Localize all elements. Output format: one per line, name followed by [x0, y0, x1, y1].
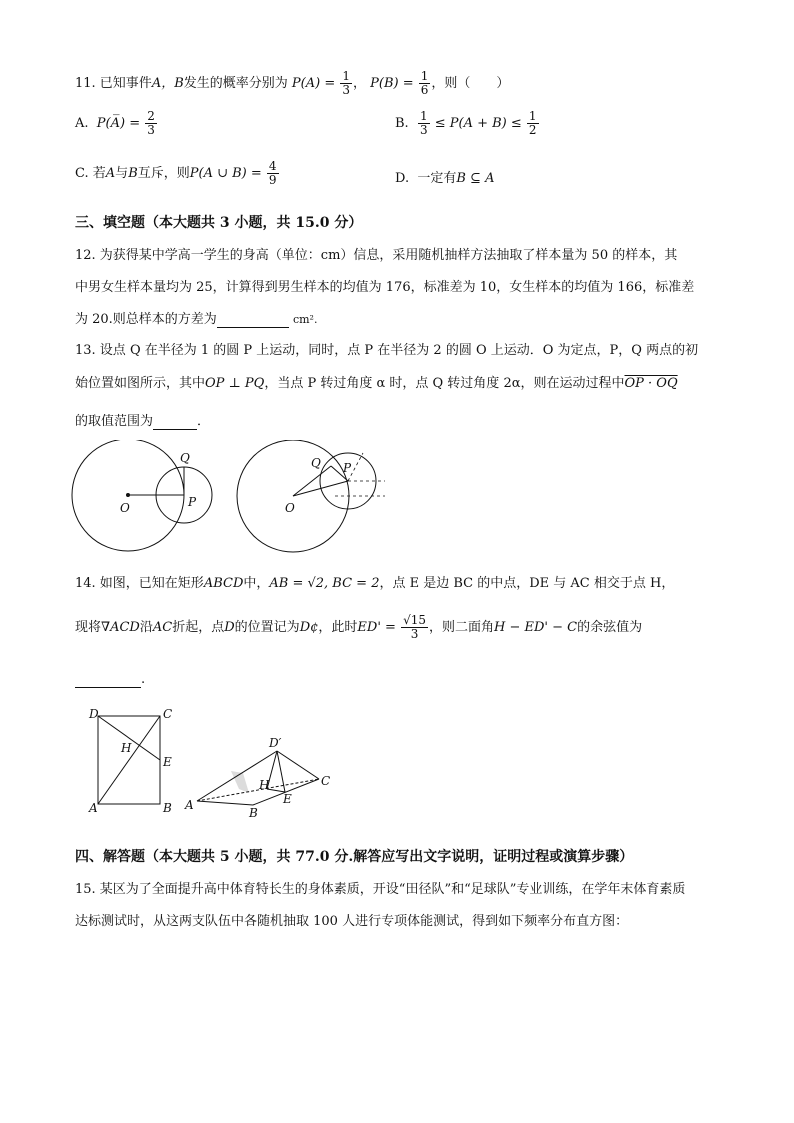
- q13-figure-2: [235, 440, 395, 556]
- q14-line-2-mid4: ，此时: [318, 620, 358, 635]
- q11-events: A，B: [151, 76, 184, 91]
- q14-line-2-post: ，则二面角: [428, 620, 494, 635]
- q11-sep: ，: [353, 76, 367, 91]
- option-a-label: A.: [75, 116, 89, 131]
- label-a: A: [89, 801, 98, 815]
- q13-figure-1: [70, 440, 220, 556]
- label-q: Q: [180, 451, 190, 465]
- q14-line-2-end: 的余弦值为: [577, 620, 643, 635]
- option-c-label: C.: [75, 166, 89, 181]
- label-h: H: [259, 778, 270, 792]
- label-b: B: [249, 806, 258, 820]
- q11-stem: [75, 70, 509, 97]
- label-o: O: [285, 501, 295, 515]
- q14-triangle: ∇ACD: [101, 620, 140, 635]
- option-d-text: 一定有: [417, 171, 457, 186]
- diagonal-ac: [98, 716, 160, 804]
- q14-dihedral: H − ED' − C: [494, 620, 578, 635]
- q12-answer-blank[interactable]: [217, 312, 289, 328]
- q13-line-1: 13. 设点 Q 在半径为 1 的圆 P 上运动，同时，点 P 在半径为 2 的圆 O 上运动．O 为定点，P，Q 两点的初: [75, 343, 699, 358]
- q11-pA-lhs: P(A) =: [291, 76, 336, 91]
- option-b-label: B.: [395, 116, 409, 131]
- q14-figure-2: [183, 733, 333, 821]
- label-e: E: [283, 792, 292, 806]
- label-p: P: [343, 461, 352, 475]
- q14-line-2-mid2: 折起，点: [172, 620, 225, 635]
- label-o: O: [120, 501, 130, 515]
- q13-line-3-end: ．: [197, 414, 211, 429]
- q14-ed-lhs: ED' =: [357, 620, 396, 635]
- q12-line-3: [75, 308, 317, 328]
- q13-condition: OP ⊥ PQ: [205, 376, 265, 391]
- q14-answer-blank[interactable]: [75, 672, 141, 688]
- q11-stem-mid: 发生的概率分别为: [183, 76, 288, 91]
- edge-ab: [197, 801, 253, 805]
- q11-pB-frac: $\frac{1}{6}$: [420, 69, 429, 97]
- q13-line-2-mid: ，当点 P 转过角度 α 时，点 Q 转过角度 2α，则在运动过程中: [264, 376, 625, 391]
- option-b-mid: ≤ P(A + B) ≤: [434, 116, 522, 131]
- q14-ac: AC: [152, 620, 173, 635]
- edge-cd: [277, 751, 319, 779]
- q13-dot-product: OP · OQ: [624, 376, 678, 391]
- option-c-frac: $\frac{4}{9}$: [268, 159, 277, 187]
- label-d: D: [89, 707, 99, 721]
- section-4-title: 四、解答题（本大题共 5 小题，共 77.0 分.解答应写出文字说明，证明过程或演算步骤）: [75, 849, 634, 865]
- q14-line-1-post: ，点 E 是边 BC 的中点，DE 与 AC 相交于点 H，: [379, 576, 675, 591]
- q11-pB-lhs: P(B) =: [370, 76, 414, 91]
- segment-oq: [293, 466, 331, 496]
- q14-rect: ABCD: [203, 576, 244, 591]
- q11-stem-pre: 11. 已知事件: [75, 76, 152, 91]
- q11-option-d: [395, 167, 494, 186]
- option-b-left-frac: $\frac{1}{3}$: [419, 109, 428, 137]
- q14-line-1-pre: 14. 如图，已知在矩形: [75, 576, 204, 591]
- q12-line-2: 中男女生样本量均为 25，计算得到男生样本的均值为 176，标准差为 10，女生样本的均值为 166，标准差: [75, 280, 695, 295]
- option-d-expr: B ⊆ A: [456, 171, 495, 186]
- q11-option-b: [395, 110, 540, 137]
- q13-answer-blank[interactable]: [153, 414, 197, 430]
- option-c-expr: P(A ∪ B) =: [189, 166, 262, 181]
- q14-d: D: [224, 620, 235, 635]
- section-3-title: 三、填空题（本大题共 3 小题，共 15.0 分）: [75, 215, 363, 231]
- option-a-lhs: P(A̅) =: [96, 116, 141, 131]
- q14-dprime: D¢: [299, 620, 319, 635]
- q13-line-2: [75, 372, 678, 391]
- q13-line-2-pre: 始位置如图所示，其中: [75, 376, 206, 391]
- label-a: A: [185, 798, 194, 812]
- q12-unit: cm².: [292, 313, 318, 326]
- label-c: C: [321, 774, 331, 788]
- q13-line-3-text: 的取值范围为: [75, 414, 154, 429]
- label-dprime: D′: [269, 736, 282, 750]
- q13-line-3: [75, 410, 210, 430]
- label-c: C: [163, 707, 173, 721]
- q11-option-c: [75, 160, 280, 187]
- q14-line-3: [75, 672, 145, 688]
- option-c-mid: 互斥，则: [137, 166, 190, 181]
- option-d-label: D.: [395, 171, 410, 186]
- label-b: B: [163, 801, 172, 815]
- q14-line-3-end: .: [141, 672, 146, 687]
- option-a-frac: $\frac{2}{3}$: [147, 109, 155, 137]
- option-c-pre: 若: [92, 166, 106, 181]
- q14-line-2-pre: 现将: [75, 620, 102, 635]
- q11-pA-frac: $\frac{1}{3}$: [342, 69, 351, 97]
- point-o: [126, 493, 130, 497]
- q11-option-a: [75, 110, 158, 137]
- option-c-a: A: [105, 166, 116, 181]
- q12-line-1: 12. 为获得某中学高一学生的身高（单位：cm）信息，采用随机抽样方法抽取了样本量为 50 的样本，其: [75, 248, 678, 263]
- q14-ed-frac: $\frac{√15}{3}$: [403, 613, 426, 641]
- q14-line-2: [75, 614, 642, 641]
- option-c-b: B: [128, 166, 138, 181]
- q15-line-1: 15. 某区为了全面提升高中体育特长生的身体素质，开设“田径队”和“足球队”专业训练，在学年末体育素质: [75, 882, 686, 897]
- label-e: E: [163, 755, 172, 769]
- q14-line-2-mid3: 的位置记为: [234, 620, 300, 635]
- q14-line-2-mid1: 沿: [139, 620, 153, 635]
- q14-figure-1: [85, 706, 180, 818]
- option-c-with: 与: [115, 166, 129, 181]
- q15-line-2: 达标测试时，从这两支队伍中各随机抽取 100 人进行专项体能测试，得到如下频率分布直方图：: [75, 914, 629, 929]
- q14-line-1-mid: 中，: [243, 576, 270, 591]
- q14-line-1: [75, 572, 674, 591]
- label-q: Q: [311, 456, 321, 470]
- q12-line-3-text: 为 20.则总样本的方差为: [75, 312, 217, 327]
- q11-stem-end: ，则（ ）: [431, 76, 510, 91]
- label-h: H: [121, 741, 132, 755]
- q14-given: AB = √2, BC = 2: [269, 576, 380, 591]
- label-p: P: [188, 495, 197, 509]
- option-b-right-frac: $\frac{1}{2}$: [528, 109, 537, 137]
